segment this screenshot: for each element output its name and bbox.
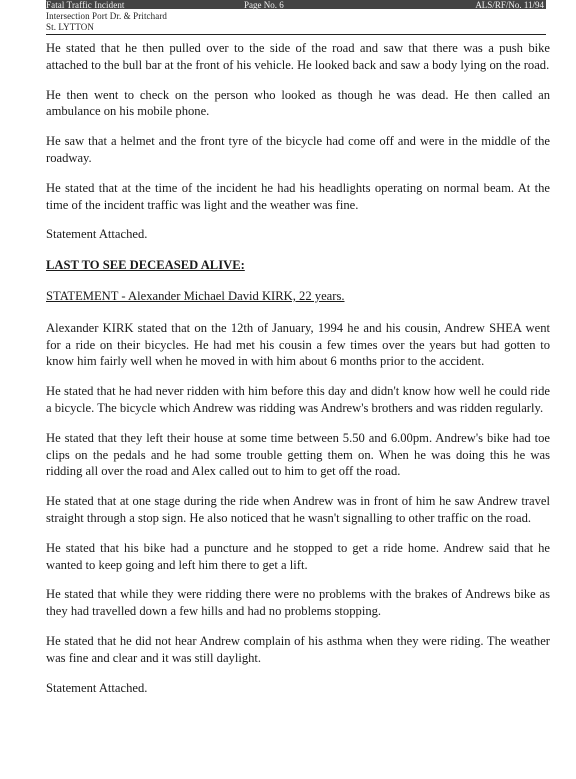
paragraph-statement-6: He stated that while they were ridding there were no problems with the brakes of Andrews bike as they had travelled down a few hills and had no problems stopping.: [46, 587, 550, 619]
header-case-title: Fatal Traffic Incident: [46, 0, 125, 10]
paragraph-statement-4: He stated that at one stage during the ride when Andrew was in front of him he saw Andrew travel straight through a stop sign. He also noticed that he wasn't signalling to other traffic on the road.: [46, 494, 550, 525]
paragraph-statement-5: He stated that his bike had a puncture and he stopped to get a ride home. Andrew said that he wanted to keep going and left him there to get a lift.: [46, 540, 550, 572]
statement-attached-note-2: Statement Attached.: [46, 680, 148, 695]
header-band: [46, 0, 546, 9]
paragraph-statement-3: He stated that they left their house at some time between 5.50 and 6.00pm. Andrew's bike had toe clips on the pedals and he had some trouble getting them on. When he was doing this he was ridding all over the road and Alex called out to him to get off the road.: [46, 430, 550, 479]
paragraph-intro-3: He saw that a helmet and the front tyre of the bicycle had come off and were in the middle of the roadway.: [46, 134, 550, 165]
document-body: [46, 40, 550, 709]
header-reference-number: ALS/RF/No. 11/94: [475, 0, 544, 10]
paragraph-intro-1: He stated that he then pulled over to the side of the road and saw that there was a push bike attached to the bull bar at the front of his vehicle. He looked back and saw a body lying on the road.: [46, 41, 550, 72]
paragraph-intro-4: He stated that at the time of the incident he had his headlights operating on normal beam. At the time of the incident traffic was light and the weather was fine.: [46, 180, 550, 212]
document-header: [46, 0, 546, 35]
statement-attached-note-1: Statement Attached.: [46, 227, 148, 242]
header-location-line: Intersection Port Dr. & Pritchard: [46, 11, 168, 21]
paragraph-statement-7: He stated that he did not hear Andrew complain of his asthma when they were riding. The weather was fine and clear and it was still daylight.: [46, 633, 550, 665]
header-suburb-line: St. LYTTON: [46, 22, 94, 32]
statement-heading: STATEMENT - Alexander Michael David KIRK, 22 years.: [46, 288, 345, 303]
paragraph-statement-1: Alexander KIRK stated that on the 12th of January, 1994 he and his cousin, Andrew SHEA went for a ride on their bicycles. He had met his cousin a few times over the years but had gotten to know him fairly well when he moved in with him about 6 months prior to the accident.: [46, 320, 550, 369]
paragraph-intro-2: He then went to check on the person who looked as though he was dead. He then called an ambulance on his mobile phone.: [46, 87, 550, 119]
paragraph-statement-2: He stated that he had never ridden with him before this day and didn't know how well he could ride a bicycle. The bicycle which Andrew was ridding was Andrew's brothers and was ridden regularly.: [46, 384, 550, 415]
section-heading-last-to-see: LAST TO SEE DECEASED ALIVE:: [46, 258, 245, 273]
header-page-number: Page No. 6: [244, 0, 284, 10]
